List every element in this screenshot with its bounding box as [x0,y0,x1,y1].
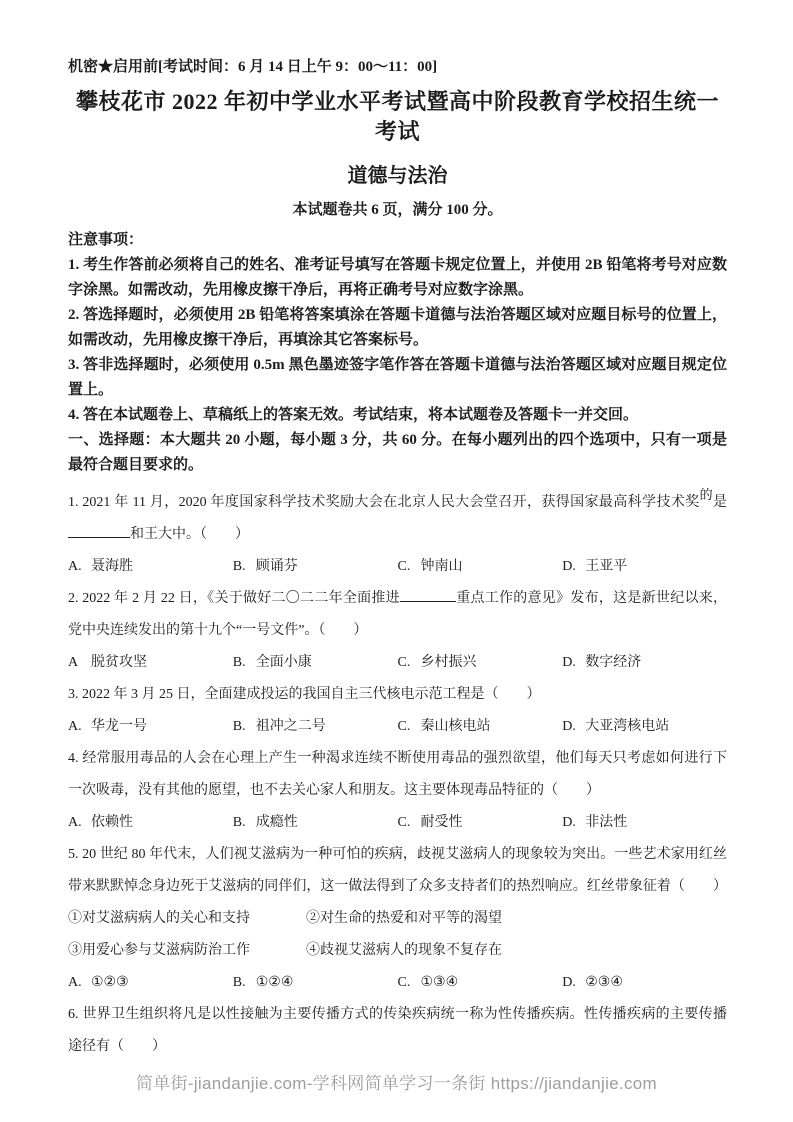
option-a [68,551,233,583]
paper-info: 本试题卷共 6 页，满分 100 分。 [292,202,503,218]
question-5-statements-row-1 [68,903,727,935]
note-item-4: 4. 答在本试题卷上、草稿纸上的答案无效。考试结束，将本试题卷及答题卡一并交回。 [68,407,639,423]
statement-1: ①对艾滋病病人的关心和支持 [68,911,250,926]
option-a-text: 脱贫攻坚 [91,655,147,670]
question-1-stem-tail: 是 [713,495,727,510]
option-c-text: 钟南山 [420,559,463,574]
question-1-options [68,551,727,583]
option-a-text: ①②③ [91,975,129,990]
secrecy-notice: 机密★启用前[考试时间：6 月 14 日上午 9：00～11：00] [68,59,438,75]
option-b-text: ①②④ [255,975,294,990]
note-item-3: 3. 答非选择题时，必须使用 0.5m 黑色墨迹签字笔作答在答题卡道德与法治答题区域对应题目规定位置上。 [68,357,727,398]
question-6-stem-text-2: 途径有（ ） [68,1039,166,1054]
question-2-stem-line-2 [68,615,727,647]
question-3 [68,679,727,743]
option-c-text: 秦山核电站 [420,719,491,734]
exam-title: 攀枝花市 2022 年初中学业水平考试暨高中阶段教育学校招生统一考试 [75,89,719,144]
option-d-text: 大亚湾核电站 [585,719,670,734]
option-a [68,807,233,839]
section-title: 一、选择题：本大题共 20 小题，每小题 3 分，共 60 分。在每小题列出的四个选项中，只有一项是最符合题目要求的。 [68,432,727,473]
option-a-label: A [68,655,79,670]
statement-4: ④歧视艾滋病人的现象不复存在 [306,943,502,958]
option-d-label: D. [562,559,576,574]
question-5 [68,839,727,999]
option-d-label: D. [562,719,576,734]
option-b-label: B. [232,719,246,734]
option-c-text: 乡村振兴 [420,655,477,670]
option-c-label: C. [397,655,411,670]
option-a-label: A. [68,815,82,830]
option-a-label: A. [68,559,82,574]
notes-section [68,228,727,428]
option-c-label: C. [397,719,411,734]
notes-heading: 注意事项： [68,232,144,248]
option-a-text: 聂海胜 [91,559,133,574]
option-b [233,711,398,743]
option-b-label: B. [232,815,246,830]
option-c [398,711,563,743]
question-1-stem-line-2 [68,519,727,551]
option-c [398,967,563,999]
question-5-stem-text-2: 带来默默悼念身边死于艾滋病的同伴们，这一做法得到了众多支持者们的热烈响应。红丝带象征着（ ） [68,879,727,894]
question-5-stem-text: 5. 20 世纪 80 年代末，人们视艾滋病为一种可怕的疾病，歧视艾滋病人的现象较为突出。一些艺术家用红丝 [68,847,727,862]
option-c-text: ①③④ [420,975,459,990]
question-5-options [68,967,727,999]
question-4-stem-line-1 [68,743,727,775]
option-d [562,551,727,583]
option-b-label: B. [232,655,246,670]
question-6-stem-line-1 [68,999,727,1031]
question-1-stem-text-2: 和王大中。（ ） [130,527,249,542]
note-item-2: 2. 答选择题时，必须使用 2B 铅笔将答案填涂在答题卡道德与法治答题区域对应题目标号的位置上，如需改动，先用橡皮擦干净后，再填涂其它答案标号。 [68,307,727,348]
question-4-stem-text: 4. 经常服用毒品的人会在心理上产生一种渴求连续不断使用毒品的强烈欲望，他们每天只考虑如何进行下 [68,751,727,766]
option-d-label: D. [562,815,576,830]
question-3-stem-text: 3. 2022 年 3 月 25 日，全面建成投运的我国自主三代核电示范工程是（ ） [68,687,541,702]
option-c-label: C. [397,975,411,990]
option-a-label: A. [68,975,82,990]
option-c-label: C. [397,815,411,830]
option-a [68,647,233,679]
option-b [233,807,398,839]
questions-list [68,487,727,1063]
option-c-text: 耐受性 [420,815,463,830]
question-4-options [68,807,727,839]
question-1-stem-text: 1. 2021 年 11 月，2020 年度国家科学技术奖励大会在北京人民大会堂召开，获得国家最高科学技术奖 [68,495,700,510]
question-4-stem-text-2: 一次吸毒，没有其他的愿望，也不去关心家人和朋友。这主要体现毒品特征的（ ） [68,783,600,798]
question-2-stem-text-2: 党中央连续发出的第十九个“一号文件”。（ ） [68,623,368,638]
option-c [398,647,563,679]
option-b [233,551,398,583]
option-b [233,647,398,679]
option-d-text: ②③④ [585,975,623,990]
option-b-text: 祖冲之二号 [255,719,326,734]
blank-underline [400,587,456,602]
option-c [398,551,563,583]
option-b-text: 成瘾性 [255,815,298,830]
question-6-stem-text: 6. 世界卫生组织将凡是以性接触为主要传播方式的传染疾病统一称为性传播疾病。性传播疾病的主要传播 [68,1007,727,1022]
question-3-options [68,711,727,743]
option-d-label: D. [562,975,576,990]
option-a [68,967,233,999]
option-d [562,647,727,679]
option-b-label: B. [232,975,246,990]
option-d [562,967,727,999]
question-5-stem-line-2 [68,871,727,903]
option-d [562,807,727,839]
question-2-stem-text: 2. 2022 年 2 月 22 日，《关于做好二〇二二年全面推进 [68,591,400,606]
option-a-label: A. [68,719,82,734]
question-2 [68,583,727,679]
option-d-label: D. [562,655,576,670]
question-2-stem-tail: 重点工作的意见》发布，这是新世纪以来， [455,591,728,606]
option-d-text: 非法性 [585,815,628,830]
option-b-label: B. [232,559,246,574]
option-d-text: 数字经济 [585,655,642,670]
statement-3: ③用爱心参与艾滋病防治工作 [68,943,250,958]
option-a-text: 华龙一号 [91,719,147,734]
option-a-text: 依赖性 [91,815,133,830]
question-2-stem-line-1 [68,583,727,615]
question-5-stem-line-1 [68,839,727,871]
statement-2: ②对生命的热爱和对平等的渴望 [306,911,502,926]
question-1-stem-line-1 [68,487,727,519]
question-6 [68,999,727,1063]
option-c [398,807,563,839]
option-b-text: 全面小康 [255,655,312,670]
superscript-char: 的 [699,487,713,502]
question-1 [68,487,727,583]
option-d-text: 王亚平 [585,559,628,574]
question-3-stem-line-1 [68,679,727,711]
question-2-options [68,647,727,679]
option-b [233,967,398,999]
option-c-label: C. [397,559,411,574]
question-6-stem-line-2 [68,1031,727,1063]
option-d [562,711,727,743]
subject-title: 道德与法治 [347,165,448,187]
question-4-stem-line-2 [68,775,727,807]
note-item-1: 1. 考生作答前必须将自己的姓名、准考证号填写在答题卡规定位置上，并使用 2B 铅笔将考号对应数字涂黑。如需改动，先用橡皮擦干净后，再将正确考号对应数字涂黑。 [68,257,727,298]
watermark-footer: 简单街-jiandanjie.com-学科网简单学习一条街 https://jiandanjie.com [135,1074,658,1093]
question-4 [68,743,727,839]
option-b-text: 顾诵芬 [255,559,298,574]
question-5-statements-row-2 [68,935,727,967]
blank-underline [68,523,130,538]
option-a [68,711,233,743]
